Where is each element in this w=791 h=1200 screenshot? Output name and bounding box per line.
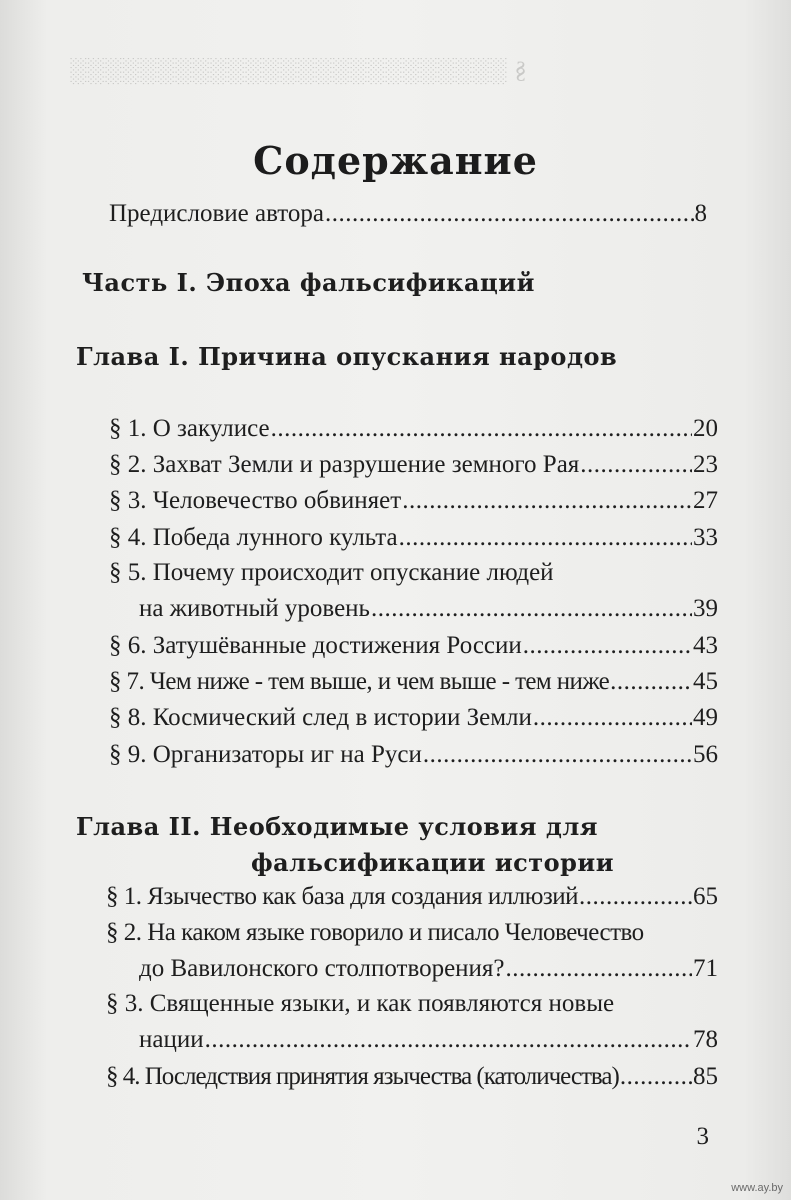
- toc-entry-page: 78: [693, 1026, 718, 1053]
- toc-entry-continuation: на животный уровень: [139, 595, 370, 622]
- toc-entry-label: § 2. Захват Земли и разрушение земного Рая: [109, 451, 580, 478]
- leader-dots: [506, 955, 692, 983]
- toc-entry-label[interactable]: § 2. На каком языке говорило и писало Человечество: [106, 919, 644, 946]
- chapter-heading: Глава II. Необходимые условия для: [76, 812, 599, 841]
- toc-entry-label: § 8. Космический след в истории Земли: [109, 704, 532, 731]
- toc-entry[interactable]: [109, 524, 718, 552]
- part-heading: Часть I. Эпоха фальсификаций: [82, 268, 535, 297]
- toc-entry-continuation: до Вавилонского столпотворения?: [139, 955, 505, 982]
- leader-dots: [580, 451, 692, 479]
- toc-entry-page: 33: [693, 524, 718, 551]
- toc-entry-label: § 9. Организаторы иг на Руси: [109, 741, 422, 768]
- toc-entry-page: 49: [693, 704, 718, 731]
- show-through-line: § ░░░░░░░░░░░░░░░░░░░░░░░░░: [70, 58, 527, 84]
- toc-entry-page: 27: [693, 487, 718, 514]
- toc-entry-page: 20: [693, 415, 718, 442]
- leader-dots: [610, 668, 692, 696]
- toc-entry-page: 39: [693, 595, 718, 622]
- toc-entry-label: § 6. Затушёванные достижения России: [109, 632, 522, 659]
- toc-entry-label: § 7. Чем ниже - тем выше, и чем выше - тем ниже: [109, 668, 610, 695]
- watermark: www.ay.by: [731, 1182, 783, 1194]
- leader-dots: [523, 632, 692, 660]
- contents-title: Содержание: [253, 138, 538, 183]
- toc-entry-page: 43: [693, 632, 718, 659]
- leader-dots: [620, 1063, 692, 1091]
- toc-entry-label: § 1. О закулисе: [109, 415, 270, 442]
- toc-entry-label: Предисловие автора: [109, 200, 324, 227]
- toc-entry-page: 65: [693, 883, 718, 910]
- leader-dots: [533, 704, 692, 732]
- toc-entry[interactable]: [109, 741, 718, 769]
- leader-dots: [399, 524, 692, 552]
- toc-entry-page: 8: [694, 200, 707, 227]
- toc-entry-continuation: нации: [139, 1026, 204, 1053]
- leader-dots: [271, 415, 692, 443]
- toc-entry[interactable]: [109, 704, 718, 732]
- leader-dots: [423, 741, 692, 769]
- toc-entry[interactable]: [139, 955, 718, 983]
- leader-dots: [371, 595, 692, 623]
- toc-entry[interactable]: [139, 595, 718, 623]
- chapter-heading: Глава I. Причина опускания народов: [76, 342, 618, 371]
- toc-entry-page: 56: [693, 741, 718, 768]
- leader-dots: [205, 1026, 692, 1054]
- toc-entry-label[interactable]: § 3. Священные языки, и как появляются новые: [106, 990, 615, 1017]
- toc-entry-page: 45: [693, 668, 718, 695]
- toc-entry[interactable]: [109, 487, 718, 515]
- leader-dots: [402, 487, 692, 515]
- toc-entry[interactable]: [109, 668, 718, 696]
- toc-entry-label: § 4. Победа лунного культа: [109, 524, 398, 551]
- toc-entry[interactable]: [109, 451, 718, 479]
- toc-entry[interactable]: [109, 632, 718, 660]
- leader-dots: [579, 883, 692, 911]
- chapter-heading-continuation: фальсификации истории: [251, 848, 615, 877]
- toc-entry[interactable]: [106, 883, 718, 911]
- toc-entry[interactable]: [106, 1063, 718, 1091]
- toc-entry-label: § 3. Человечество обвиняет: [109, 487, 402, 514]
- toc-entry-preface[interactable]: [109, 200, 707, 228]
- toc-entry-label[interactable]: § 5. Почему происходит опускание людей: [109, 559, 554, 586]
- leader-dots: [325, 200, 694, 228]
- toc-entry[interactable]: [139, 1026, 718, 1054]
- toc-entry-label: § 4. Последствия принятия язычества (католичества): [106, 1063, 619, 1090]
- toc-entry-page: 85: [693, 1063, 718, 1090]
- toc-entry-page: 71: [693, 955, 718, 982]
- page-number: 3: [696, 1123, 709, 1150]
- toc-entry-label: § 1. Язычество как база для создания иллюзий: [106, 883, 579, 910]
- toc-entry[interactable]: [109, 415, 718, 443]
- toc-entry-page: 23: [693, 451, 718, 478]
